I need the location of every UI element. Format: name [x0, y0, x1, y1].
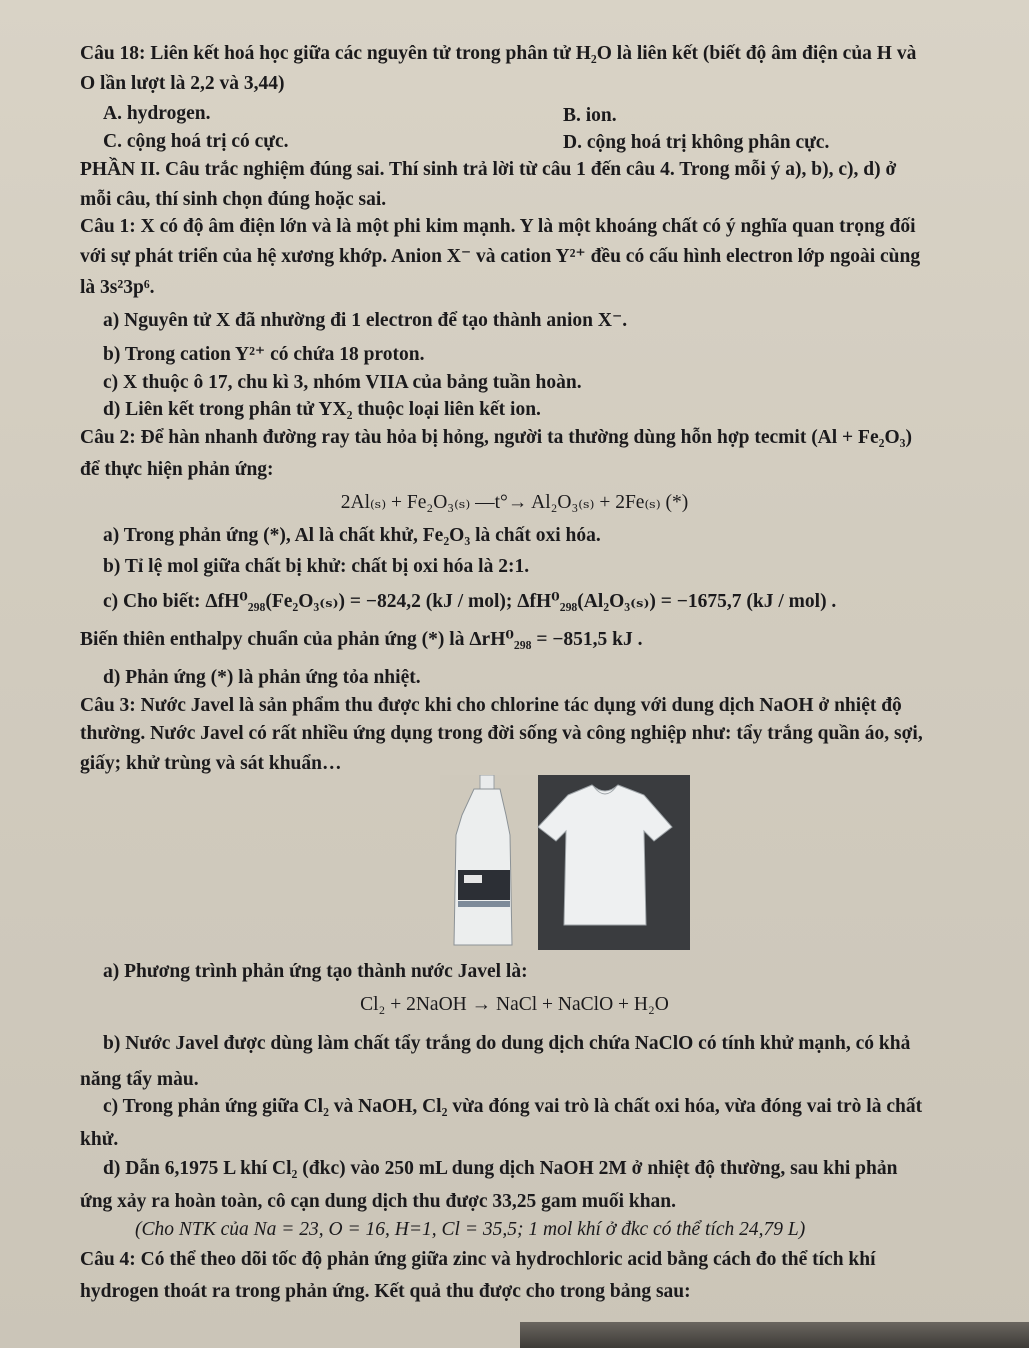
c4-line1: Câu 4: Có thể theo dõi tốc độ phản ứng giữa zinc và hydrochloric acid bằng cách đo thể tích khí [80, 1249, 876, 1270]
q18-option-c: C. cộng hoá trị có cực. [103, 131, 289, 152]
q18-line1: Câu 18: Liên kết hoá học giữa các nguyên tử trong phân tử H₂O là liên kết (biết độ âm điện của H và [80, 43, 917, 64]
c3-statement-b-line2: năng tẩy màu. [80, 1069, 199, 1090]
c3-equation: Cl₂ + 2NaOH → NaCl + NaClO + H₂O [360, 994, 669, 1015]
q18-line2: O lần lượt là 2,2 và 3,44) [80, 73, 285, 94]
c1-statement-d: d) Liên kết trong phân tử YX₂ thuộc loại liên kết ion. [103, 399, 541, 420]
javel-illustration [440, 775, 690, 950]
c2-statement-c-cont: Biến thiên enthalpy chuẩn của phản ứng (*) là ΔrH⁰₂₉₈ = −851,5 kJ . [80, 629, 643, 650]
c3-line1: Câu 3: Nước Javel là sản phẩm thu được khi cho chlorine tác dụng với dung dịch NaOH ở nhiệt độ [80, 695, 902, 716]
c2-statement-b: b) Tỉ lệ mol giữa chất bị khử: chất bị oxi hóa là 2:1. [103, 556, 530, 577]
bleach-bottle-and-shirt-image [440, 775, 690, 950]
part2-line2: mỗi câu, thí sinh chọn đúng hoặc sai. [80, 189, 387, 210]
c3-statement-a: a) Phương trình phản ứng tạo thành nước Javel là: [103, 961, 528, 982]
c1-line2: với sự phát triển của hệ xương khớp. Anion X⁻ và cation Y²⁺ đều có cấu hình electron lớp ngoài cùng [80, 246, 921, 267]
c1-line1: Câu 1: X có độ âm điện lớn và là một phi kim mạnh. Y là một khoáng chất có ý nghĩa quan trọng đối [80, 216, 916, 237]
q18-option-a: A. hydrogen. [103, 103, 211, 124]
c2-statement-d: d) Phản ứng (*) là phản ứng tỏa nhiệt. [103, 667, 421, 688]
c3-statement-d-line2: ứng xảy ra hoàn toàn, cô cạn dung dịch thu được 33,25 gam muối khan. [80, 1191, 677, 1212]
c2-line1: Câu 2: Để hàn nhanh đường ray tàu hỏa bị hỏng, người ta thường dùng hỗn hợp tecmit (Al + Fe₂O₃) [80, 427, 912, 448]
part2-line1: PHẦN II. Câu trắc nghiệm đúng sai. Thí sinh trả lời từ câu 1 đến câu 4. Trong mỗi ý a), b), c), d) ở [80, 159, 897, 180]
c2-statement-a: a) Trong phản ứng (*), Al là chất khử, Fe₂O₃ là chất oxi hóa. [103, 525, 601, 546]
c2-equation: 2Al₍ₛ₎ + Fe₂O₃₍ₛ₎ —t°→ Al₂O₃₍ₛ₎ + 2Fe₍ₛ₎ (*) [340, 492, 689, 513]
c3-statement-d-line1: d) Dẫn 6,1975 L khí Cl₂ (đkc) vào 250 mL dung dịch NaOH 2M ở nhiệt độ thường, sau khi phản [103, 1158, 898, 1179]
c3-line3: giấy; khử trùng và sát khuẩn… [80, 753, 342, 774]
c1-statement-c: c) X thuộc ô 17, chu kì 3, nhóm VIIA của bảng tuần hoàn. [103, 372, 582, 393]
c3-note: (Cho NTK của Na = 23, O = 16, H=1, Cl = 35,5; 1 mol khí ở đkc có thể tích 24,79 L) [135, 1219, 806, 1240]
c1-statement-b: b) Trong cation Y²⁺ có chứa 18 proton. [103, 344, 425, 365]
c3-statement-c-line1: c) Trong phản ứng giữa Cl₂ và NaOH, Cl₂ vừa đóng vai trò là chất oxi hóa, vừa đóng vai trò là chất [103, 1096, 923, 1117]
c2-statement-c: c) Cho biết: ΔfH⁰₂₉₈(Fe₂O₃₍ₛ₎) = −824,2 (kJ / mol); ΔfH⁰₂₉₈(Al₂O₃₍ₛ₎) = −1675,7 (kJ / mol) . [103, 591, 837, 612]
c2-line2: để thực hiện phản ứng: [80, 459, 274, 480]
table-edge-shadow [520, 1322, 1029, 1348]
q18-option-b: B. ion. [563, 105, 617, 126]
c3-statement-c-line2: khử. [80, 1129, 119, 1150]
c1-statement-a: a) Nguyên tử X đã nhường đi 1 electron để tạo thành anion X⁻. [103, 310, 628, 331]
c3-statement-b-line1: b) Nước Javel được dùng làm chất tẩy trắng do dung dịch chứa NaClO có tính khử mạnh, có khả [103, 1033, 911, 1054]
c1-line3: là 3s²3p⁶. [80, 277, 155, 298]
c4-line2: hydrogen thoát ra trong phản ứng. Kết quả thu được cho trong bảng sau: [80, 1281, 691, 1302]
q18-option-d: D. cộng hoá trị không phân cực. [563, 132, 830, 153]
c3-line2: thường. Nước Javel có rất nhiều ứng dụng trong đời sống và công nghiệp như: tẩy trắng quần áo, sợi, [80, 723, 923, 744]
